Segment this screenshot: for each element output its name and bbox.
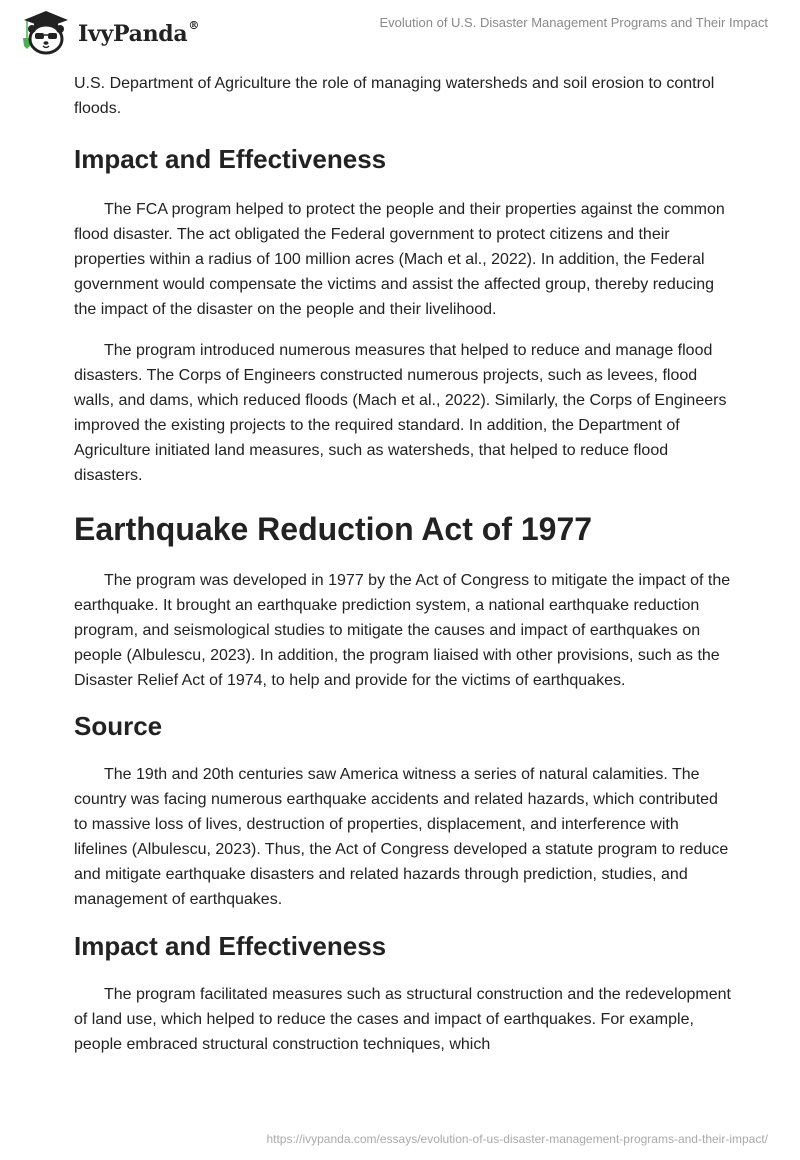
section-heading-impact-2: Impact and Effectiveness xyxy=(74,931,387,961)
page-header xyxy=(0,0,800,60)
paragraph: The program introduced numerous measures that helped to reduce and manage flood disasters. The Corps of Engineers constructed numerous projects, such as levees, flood walls, and dams, which reduced floods (Mach et al., 2022). Similarly, the Corps of Engineers improved the existing projects to the required standard. In addition, the Department of Agriculture initiated land measures, such as watersheds, that helped to reduce flood disasters. xyxy=(74,342,727,484)
section-heading-earthquake-act: Earthquake Reduction Act of 1977 xyxy=(74,511,593,547)
document-title: Evolution of U.S. Disaster Management Programs and Their Impact xyxy=(379,15,768,30)
section-heading-source: Source xyxy=(74,711,163,741)
intro-paragraph: U.S. Department of Agriculture the role of managing watersheds and soil erosion to control floods. xyxy=(74,75,715,117)
ivypanda-logo[interactable] xyxy=(18,8,199,56)
footer-url[interactable]: https://ivypanda.com/essays/evolution-of-us-disaster-management-programs-and-their-impact/ xyxy=(266,1132,768,1146)
logo-text: IvyPanda® xyxy=(78,18,200,47)
section-heading-impact: Impact and Effectiveness xyxy=(74,144,387,174)
paragraph: The FCA program helped to protect the people and their properties against the common flood disaster. The act obligated the Federal government to protect citizens and their properties within a radius of 100 million acres (Mach et al., 2022). In addition, the Federal government would compensate the victims and assist the affected group, thereby reducing the impact of the disaster on the people and their livelihood. xyxy=(74,201,725,318)
paragraph: The program facilitated measures such as structural construction and the redevelopment of land use, which helped to reduce the cases and impact of earthquakes. For example, people embraced structural construction techniques, which xyxy=(74,986,731,1053)
article-body xyxy=(74,71,734,1057)
paragraph: The program was developed in 1977 by the Act of Congress to mitigate the impact of the earthquake. It brought an earthquake prediction system, a national earthquake reduction program, and seismological studies to mitigate the causes and impact of earthquakes on people (Albulescu, 2023). In addition, the program liaised with other provisions, such as the Disaster Relief Act of 1974, to help and provide for the victims of earthquakes. xyxy=(74,572,731,689)
paragraph: The 19th and 20th centuries saw America witness a series of natural calamities. The country was facing numerous earthquake accidents and related hazards, which contributed to massive loss of lives, destruction of properties, displacement, and interference with lifelines (Albulescu, 2023). Thus, the Act of Congress developed a statute program to reduce and mitigate earthquake disasters and related hazards through prediction, studies, and management of earthquakes. xyxy=(74,766,729,908)
panda-graduate-icon xyxy=(18,8,74,56)
